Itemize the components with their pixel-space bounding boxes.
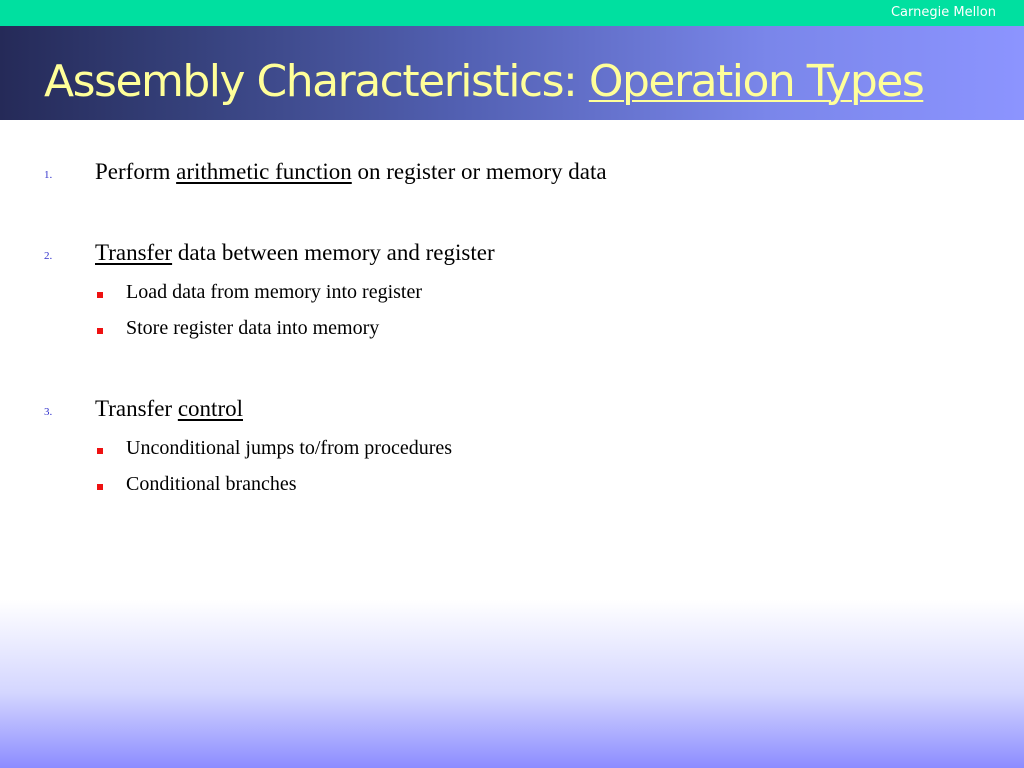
list-number: 2.: [44, 250, 53, 262]
item-text-pre: Transfer: [95, 396, 178, 421]
title-highlight: Operation Types: [588, 56, 924, 107]
bullet-icon: [97, 292, 103, 298]
item-text-underlined: control: [177, 396, 243, 421]
bullet-icon: [97, 328, 103, 334]
item-text-underlined: arithmetic function: [176, 159, 352, 184]
sub-item: Store register data into memory: [126, 317, 380, 339]
item-text-post: data between memory and register: [172, 240, 495, 265]
list-item: [95, 396, 243, 422]
title-main: Assembly Characteristics:: [44, 56, 589, 107]
bullet-icon: [97, 448, 103, 454]
sub-item: Conditional branches: [126, 473, 297, 495]
item-text-pre: Perform: [95, 159, 177, 184]
list-item: [95, 159, 607, 185]
bullet-icon: [97, 484, 103, 490]
item-text-underlined: Transfer: [95, 240, 173, 265]
list-item: [95, 240, 495, 266]
brand-label: Carnegie Mellon: [890, 5, 996, 20]
list-number: 1.: [44, 169, 53, 181]
sub-item: Load data from memory into register: [126, 281, 423, 303]
bottom-gradient: [0, 600, 1024, 768]
sub-item: Unconditional jumps to/from procedures: [126, 437, 453, 459]
list-number: 3.: [44, 406, 53, 418]
item-text-post: on register or memory data: [351, 159, 607, 184]
